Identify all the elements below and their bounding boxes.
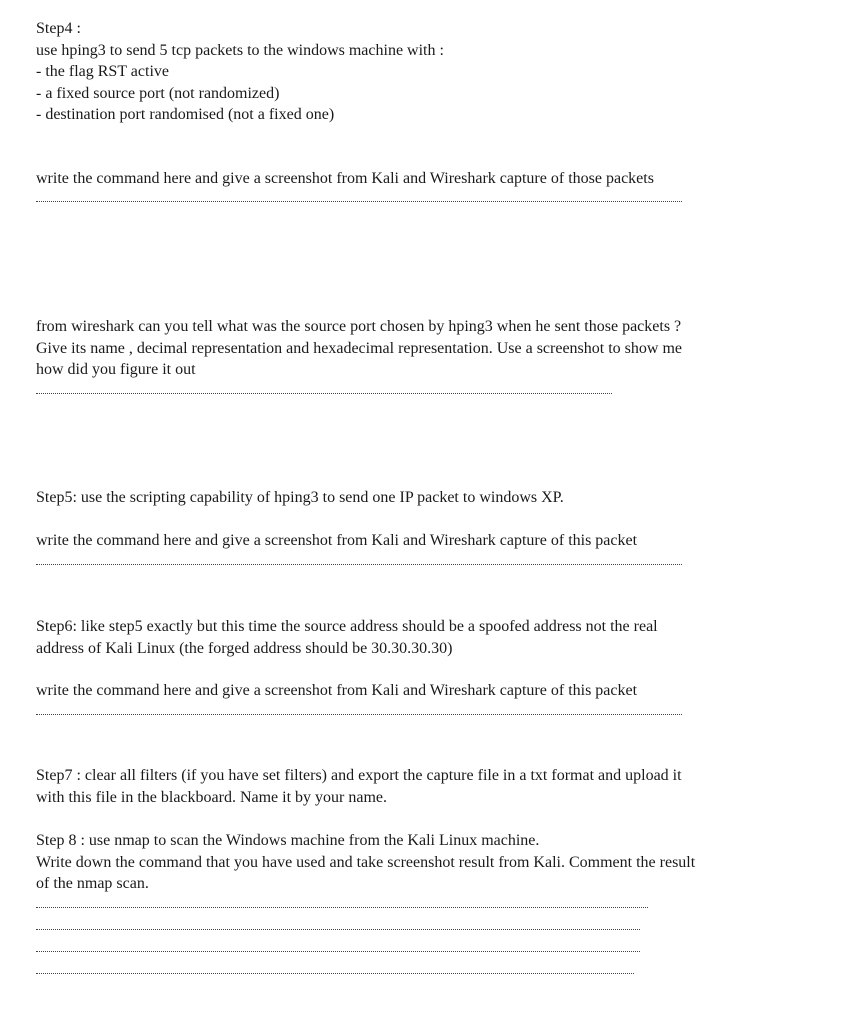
step8-instruction bbox=[36, 830, 695, 895]
step8-line-2: Write down the command that you have used and take screenshot result from Kali. Comment the result bbox=[36, 853, 696, 871]
step5-answer-line bbox=[36, 561, 682, 565]
step8-answer-line-3 bbox=[36, 948, 640, 952]
step6-command-prompt bbox=[36, 680, 637, 702]
step4-bullet-source-port: - a fixed source port (not randomized) bbox=[36, 84, 280, 102]
question-line-2: Give its name , decimal representation and hexadecimal representation. Use a screenshot to show me bbox=[36, 339, 682, 357]
step5-command-prompt-text: write the command here and give a screenshot from Kali and Wireshark capture of this packet bbox=[36, 532, 638, 549]
step8-answer-line-4 bbox=[36, 970, 634, 974]
step7-line-2: with this file in the blackboard. Name it by your name. bbox=[36, 788, 388, 806]
step5-text: Step5: use the scripting capability of hping3 to send one IP packet to windows XP. bbox=[36, 489, 564, 506]
question-line-3: how did you figure it out bbox=[36, 361, 196, 378]
question-line-1: from wireshark can you tell what was the source port chosen by hping3 when he sent those packets ? bbox=[36, 318, 682, 335]
step6-instruction bbox=[36, 616, 658, 659]
step5-command-prompt bbox=[36, 530, 637, 552]
step4-source-port-question bbox=[36, 316, 682, 381]
step8-line-3: of the nmap scan. bbox=[36, 875, 149, 892]
step4-bullet-destination-port: - destination port randomised (not a fixed one) bbox=[36, 106, 335, 123]
step4-bullet-rst: - the flag RST active bbox=[36, 63, 169, 80]
step4-question-answer-line bbox=[36, 390, 612, 394]
step5-instruction bbox=[36, 487, 564, 509]
step6-line-1: Step6: like step5 exactly but this time the source address should be a spoofed address not the real bbox=[36, 618, 658, 635]
step6-command-prompt-text: write the command here and give a screenshot from Kali and Wireshark capture of this packet bbox=[36, 682, 638, 699]
step7-instruction bbox=[36, 765, 682, 808]
step6-answer-line bbox=[36, 711, 682, 715]
step4-intro: use hping3 to send 5 tcp packets to the windows machine with : bbox=[36, 41, 444, 59]
step4-command-prompt bbox=[36, 168, 654, 190]
step7-line-1: Step7 : clear all filters (if you have set filters) and export the capture file in a txt format and upload it bbox=[36, 767, 682, 784]
step4-command-prompt-text: write the command here and give a screenshot from Kali and Wireshark capture of those packets bbox=[36, 170, 654, 187]
step6-line-2: address of Kali Linux (the forged address should be 30.30.30.30) bbox=[36, 639, 453, 657]
step8-answer-line-1 bbox=[36, 904, 648, 908]
step4-heading: Step4 : bbox=[36, 20, 81, 37]
step8-line-1: Step 8 : use nmap to scan the Windows machine from the Kali Linux machine. bbox=[36, 832, 540, 849]
step4-answer-line bbox=[36, 198, 682, 202]
step8-answer-line-2 bbox=[36, 926, 640, 930]
step4-instructions bbox=[36, 18, 444, 126]
